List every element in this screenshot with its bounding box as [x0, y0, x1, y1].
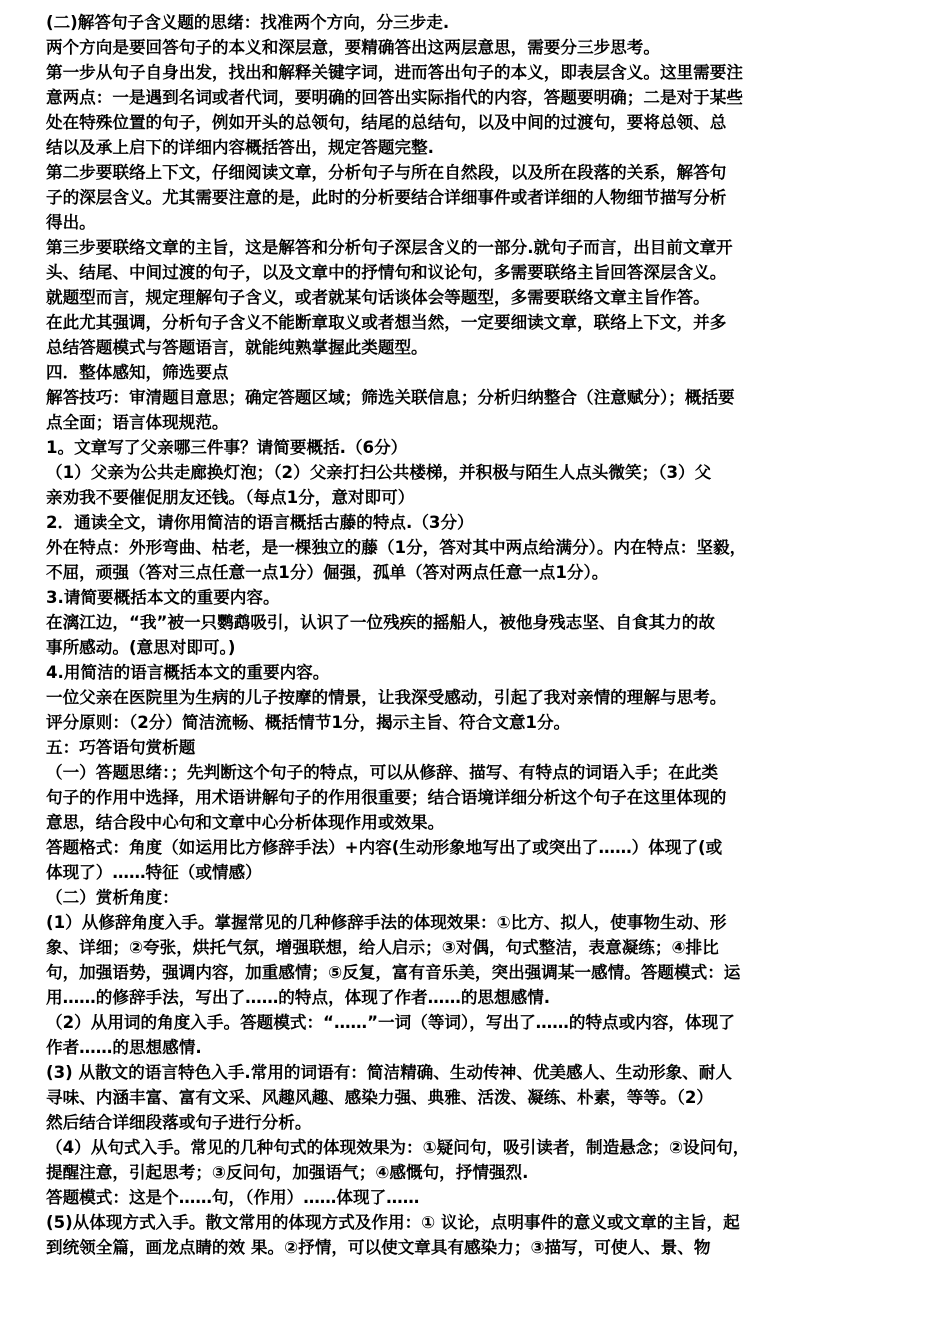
- text-line: 第一步从句子自身出发，找出和解释关键字词，进而答出句子的本义，即表层含义。这里需要注: [46, 63, 743, 82]
- text-line: 子的深层含义。尤其需要注意的是，此时的分析要结合详细事件或者详细的人物细节描写分析: [46, 188, 727, 207]
- text-line: 寻味、内涵丰富、富有文采、风趣风趣、感染力强、典雅、活泼、凝练、朴素，等等。（2）: [46, 1088, 713, 1107]
- answer-line: 评分原则：（2分）简洁流畅、概括情节1分，揭示主旨、符合文意1分。: [46, 713, 571, 732]
- text-line: (1）从修辞角度入手。掌握常见的几种修辞手法的体现效果：①比方、拟人，使事物生动、形: [46, 913, 727, 932]
- text-line: 象、详细；②夸张，烘托气氛，增强联想，给人启示；③对偶，句式整洁，表意凝练；④排比: [46, 938, 719, 957]
- text-line: 得出。: [46, 213, 96, 232]
- text-line: 用……的修辞手法，写出了……的特点，体现了作者……的思想感情.: [46, 988, 551, 1007]
- answer-line: 外在特点：外形弯曲、枯老，是一棵独立的藤（1分，答对其中两点给满分）。内在特点：坚毅，: [46, 538, 747, 557]
- text-line: 体现了）……特征（或情感）: [46, 863, 262, 882]
- text-line: (二)解答句子含义题的思绪：找准两个方向，分三步走.: [46, 13, 450, 32]
- text-line: （2）从用词的角度入手。答题模式：“……”一词（等词），写出了……的特点或内容，体现了: [46, 1013, 735, 1032]
- text-line: 总结答题模式与答题语言，就能纯熟掌握此类题型。: [46, 338, 428, 357]
- text-line: 然后结合详细段落或句子进行分析。: [46, 1113, 312, 1132]
- answer-line: 在漓江边，“我”被一只鹦鹉吸引，认识了一位残疾的摇船人，被他身残志坚、自食其力的故: [46, 613, 715, 632]
- section-heading: 五：巧答语句赏析题: [46, 738, 196, 757]
- text-line: 在此尤其强调，分析句子含义不能断章取义或者想当然，一定要细读文章，联络上下文，并多: [46, 313, 727, 332]
- text-line: 作者……的思想感情.: [46, 1038, 202, 1057]
- text-line: 头、结尾、中间过渡的句子，以及文章中的抒情句和议论句，多需要联络主旨回答深层含义。: [46, 263, 727, 282]
- text-line: 提醒注意，引起思考；③反问句，加强语气；④感慨句，抒情强烈.: [46, 1163, 529, 1182]
- text-line: 句子的作用中选择，用术语讲解句子的作用很重要；结合语境详细分析这个句子在这里体现的: [46, 788, 727, 807]
- text-line: 答题模式：这是个……句，（作用）……体现了……: [46, 1188, 420, 1207]
- answer-line: （1）父亲为公共走廊换灯泡；（2）父亲打扫公共楼梯，并积极与陌生人点头微笑；（3）父: [46, 463, 712, 482]
- text-line: （4）从句式入手。常见的几种句式的体现效果为：①疑问句，吸引读者，制造悬念；②设问句，: [46, 1138, 750, 1157]
- text-line: 解答技巧：审清题目意思；确定答题区域；筛选关联信息；分析归纳整合（注意赋分）；概括要: [46, 388, 735, 407]
- question-line: 2．通读全文，请你用简洁的语言概括古藤的特点.（3分）: [46, 513, 474, 532]
- text-line: 到统领全篇，画龙点睛的效 果。②抒情，可以使文章具有感染力；③描写，可使人、景、物: [46, 1238, 711, 1257]
- text-line: 处在特殊位置的句子，例如开头的总领句，结尾的总结句，以及中间的过渡句，要将总领、总: [46, 113, 727, 132]
- text-line: 结以及承上启下的详细内容概括答出，规定答题完整.: [46, 138, 434, 157]
- text-line: （一）答题思绪：；先判断这个句子的特点，可以从修辞、描写、有特点的词语入手；在此类: [46, 763, 719, 782]
- text-line: 答题格式：角度（如运用比方修辞手法）+内容(生动形象地写出了或突出了……）体现了(或: [46, 838, 723, 857]
- text-line: 就题型而言，规定理解句子含义，或者就某句话谈体会等题型，多需要联络文章主旨作答。: [46, 288, 710, 307]
- answer-line: 事所感动。(意思对即可。): [46, 638, 236, 657]
- text-line: 意两点：一是遇到名词或者代词，要明确的回答出实际指代的内容，答题要明确；二是对于某些: [46, 88, 743, 107]
- question-line: 1。文章写了父亲哪三件事？请简要概括.（6分）: [46, 438, 408, 457]
- text-line: 第二步要联络上下文，仔细阅读文章，分析句子与所在自然段，以及所在段落的关系，解答句: [46, 163, 727, 182]
- text-line: 点全面；语言体现规范。: [46, 413, 229, 432]
- answer-line: 一位父亲在医院里为生病的儿子按摩的情景，让我深受感动，引起了我对亲情的理解与思考。: [46, 688, 727, 707]
- text-line: 两个方向是要回答句子的本义和深层意，要精确答出这两层意思，需要分三步思考。: [46, 38, 660, 57]
- text-line: (3) 从散文的语言特色入手.常用的词语有：简洁精确、生动传神、优美感人、生动形象、耐人: [46, 1063, 732, 1082]
- text-line: 第三步要联络文章的主旨，这是解答和分析句子深层含义的一部分.就句子而言，出目前文章开: [46, 238, 733, 257]
- subsection-heading: （二）赏析角度：: [46, 888, 179, 907]
- text-line: (5)从体现方式入手。散文常用的体现方式及作用：① 议论，点明事件的意义或文章的主旨，起: [46, 1213, 740, 1232]
- text-line: 意思，结合段中心句和文章中心分析体现作用或效果。: [46, 813, 445, 832]
- section-heading: 四．整体感知，筛选要点: [46, 363, 229, 382]
- answer-line: 不屈，顽强（答对三点任意一点1分）倔强，孤单（答对两点任意一点1分）。: [46, 563, 609, 582]
- answer-line: 亲劝我不要催促朋友还钱。（每点1分，意对即可）: [46, 488, 415, 507]
- text-line: 句，加强语势，强调内容，加重感情；⑤反复，富有音乐美，突出强调某一感情。答题模式：运: [46, 963, 741, 982]
- question-line: 4.用简洁的语言概括本文的重要内容。: [46, 663, 330, 682]
- question-line: 3.请简要概括本文的重要内容。: [46, 588, 280, 607]
